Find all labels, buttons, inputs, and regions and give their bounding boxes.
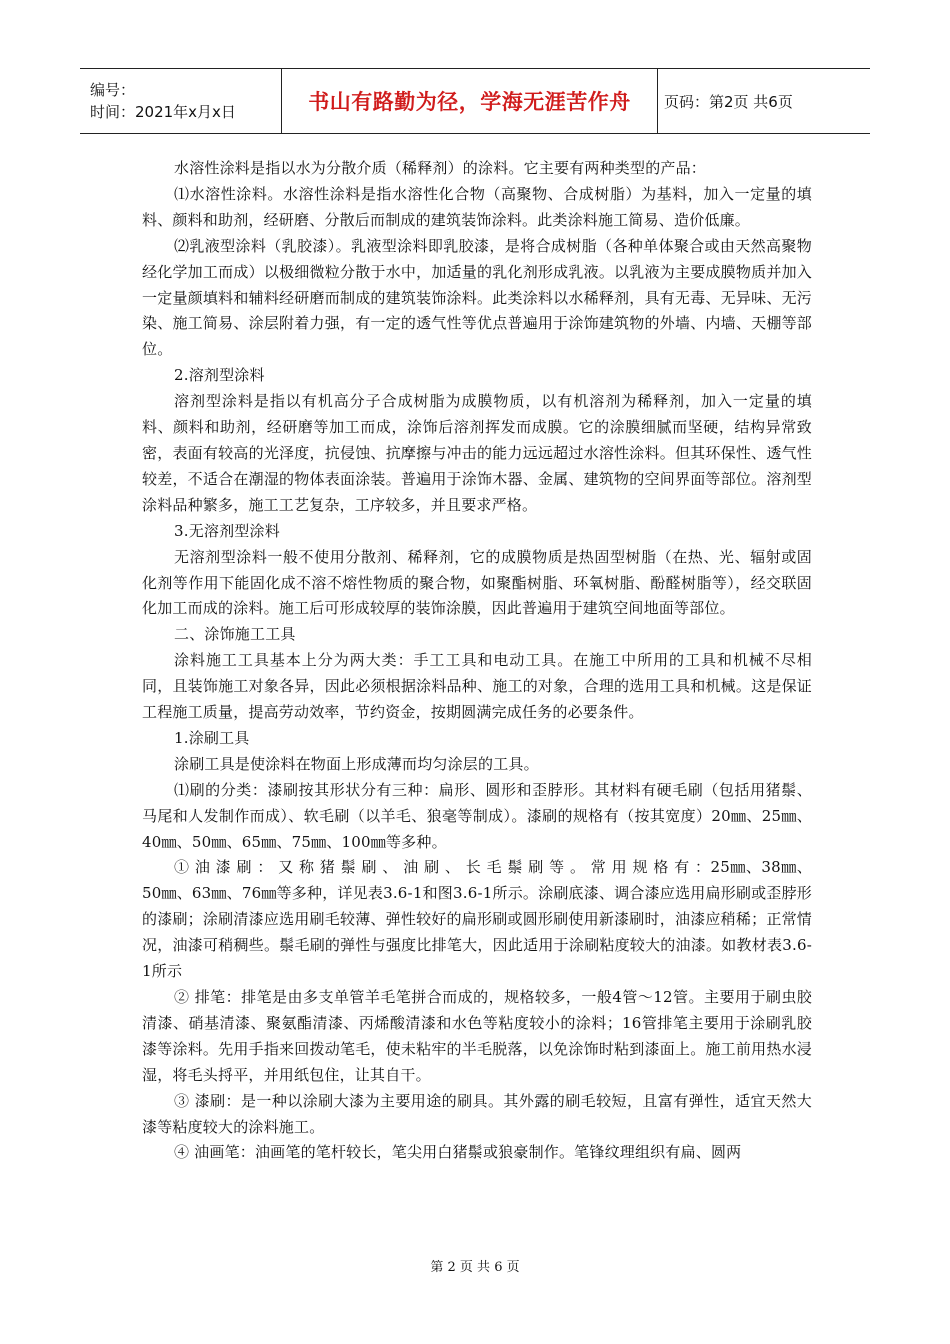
document-body xyxy=(142,156,812,1166)
page-footer: 第 2 页 共 6 页 xyxy=(430,1260,520,1275)
paragraph: ② 排笔：排笔是由多支单管羊毛笔拼合而成的，规格较多，一般4管～12管。主要用于刷虫胶清漆、硝基清漆、聚氨酯清漆、丙烯酸清漆和水色等粘度较小的涂料；16管排笔主要用于涂刷乳胶漆等涂料。先用手指来回拨动笔毛，使未粘牢的半毛脱落，以免涂饰时粘到漆面上。施工前用热水浸湿，将毛头捋平，并用纸包住，让其自干。 xyxy=(142,988,812,1084)
section-heading: 3.无溶剂型涂料 xyxy=(174,521,280,540)
header-motto: 书山有路勤为径，学海无涯苦作舟 xyxy=(308,90,631,114)
header-meta xyxy=(80,69,282,133)
paragraph: ① 油 漆 刷 ： 又 称 猪 鬃 刷 、 油 刷 、 长 毛 鬃 刷 等 。 常 用 规 格 有 ：25㎜、38㎜、50㎜、63㎜、76㎜等多种，详见表3.6-1和图3.6-1所示。涂刷底漆、调合漆应选用扁形刷或歪脖形的漆刷；涂刷清漆应选用刷毛较薄、弹性较好的扁形刷或圆形刷使用新漆刷时，油漆应稍稀；正常情况，油漆可稍稠些。鬃毛刷的弹性与强度比排笔大，因此适用于涂刷粘度较大的油漆。如教材表3.6-1所示 xyxy=(142,858,812,981)
paragraph: ⑴刷的分类：漆刷按其形状分有三种：扁形、圆形和歪脖形。其材料有硬毛刷（包括用猪鬃、马尾和人发制作而成）、软毛刷（以羊毛、狼毫等制成）。漆刷的规格有（按其宽度）20㎜、25㎜、40㎜、50㎜、65㎜、75㎜、100㎜等多种。 xyxy=(142,780,812,851)
header-page-cell xyxy=(658,69,870,133)
paragraph: 涂料施工工具基本上分为两大类：手工工具和电动工具。在施工中所用的工具和机械不尽相同，且装饰施工对象各异，因此必须根据涂料品种、施工的对象，合理的选用工具和机械。这是保证工程施工质量，提高劳动效率，节约资金，按期圆满完成任务的必要条件。 xyxy=(142,651,812,722)
section-heading: 2.溶剂型涂料 xyxy=(174,366,265,385)
section-heading: 二、涂饰施工工具 xyxy=(174,625,296,644)
paragraph: 无溶剂型涂料一般不使用分散剂、稀释剂，它的成膜物质是热固型树脂（在热、光、辐射或固化剂等作用下能固化成不溶不熔性物质的聚合物，如聚酯树脂、环氧树脂、酚醛树脂等），经交联固化加工而成的涂料。施工后可形成较厚的装饰涂膜，因此普遍用于建筑空间地面等部位。 xyxy=(142,547,812,618)
section-heading: 1.涂刷工具 xyxy=(174,728,250,747)
paragraph: ④ 油画笔：油画笔的笔杆较长，笔尖用白猪鬃或狼豪制作。笔锋纹理组织有扁、圆两 xyxy=(174,1143,742,1162)
paragraph: ⑴水溶性涂料。水溶性涂料是指水溶性化合物（高聚物、合成树脂）为基料，加入一定量的填料、颜料和助剂，经研磨、分散后而制成的建筑装饰涂料。此类涂料施工简易、造价低廉。 xyxy=(142,184,812,229)
header-motto-cell xyxy=(282,69,658,133)
page-header xyxy=(80,68,870,134)
header-page-label: 页码：第2页 共6页 xyxy=(664,92,793,111)
paragraph: ⑵乳液型涂料（乳胶漆）。乳液型涂料即乳胶漆，是将合成树脂（各种单体聚合或由天然高聚物经化学加工而成）以极细微粒分散于水中，加适量的乳化剂形成乳液。以乳液为主要成膜物质并加入一定量颜填料和辅料经研磨而制成的建筑装饰涂料。此类涂料以水稀释剂，具有无毒、无异味、无污染、施工简易、涂层附着力强，有一定的透气性等优点普遍用于涂饰建筑物的外墙、内墙、天棚等部位。 xyxy=(142,236,812,359)
paragraph: 溶剂型涂料是指以有机高分子合成树脂为成膜物质，以有机溶剂为稀释剂，加入一定量的填料、颜料和助剂，经研磨等加工而成，涂饰后溶剂挥发而成膜。它的涂膜细腻而坚硬，结构异常致密，表面有较高的光泽度，抗侵蚀、抗摩擦与冲击的能力远远超过水溶性涂料。但其环保性、透气性较差，不适合在潮湿的物体表面涂装。普遍用于涂饰木器、金属、建筑物的空间界面等部位。溶剂型涂料品种繁多，施工工艺复杂，工序较多，并且要求严格。 xyxy=(142,392,812,514)
paragraph: ③ 漆刷：是一种以涂刷大漆为主要用途的刷具。其外露的刷毛较短，且富有弹性，适宜天然大漆等粘度较大的涂料施工。 xyxy=(142,1091,812,1136)
doc-date-label: 时间：2021年x月x日 xyxy=(90,103,236,121)
doc-number-label: 编号： xyxy=(90,81,136,99)
paragraph: 水溶性涂料是指以水为分散介质（稀释剂）的涂料。它主要有两种类型的产品： xyxy=(174,159,707,177)
paragraph: 涂刷工具是使涂料在物面上形成薄而均匀涂层的工具。 xyxy=(174,754,539,773)
